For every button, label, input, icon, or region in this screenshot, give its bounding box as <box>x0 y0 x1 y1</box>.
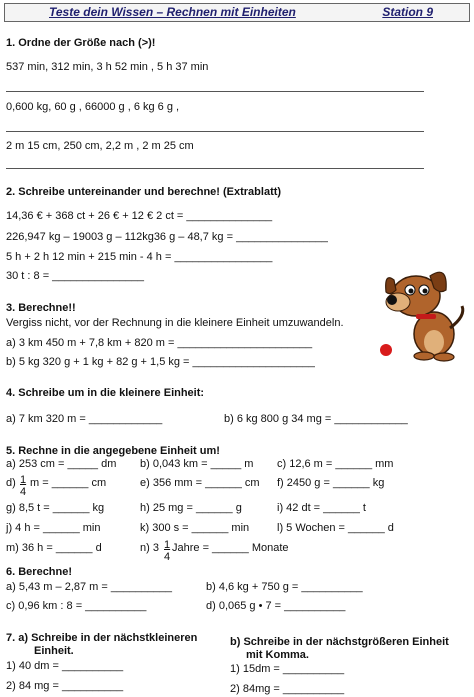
section-4-heading: 4. Schreibe um in die kleinere Einheit: <box>6 387 205 399</box>
s2-line-4: 30 t : 8 = _______________ <box>6 270 144 282</box>
section-3-heading: 3. Berechne!! <box>6 302 76 314</box>
s6-task-c: c) 0,96 km : 8 = __________ <box>6 600 147 612</box>
section-1-heading: 1. Ordne der Größe nach (>)! <box>6 37 156 49</box>
s3-task-a: a) 3 km 450 m + 7,8 km + 820 m = ______________________ <box>6 337 313 349</box>
s5-task-k: k) 300 s = ______ min <box>140 522 250 534</box>
s5-task-a: a) 253 cm = _____ dm <box>6 458 117 470</box>
section-7b-heading-cont: mit Komma. <box>246 649 309 661</box>
worksheet-title: Teste dein Wissen – Rechnen mit Einheiten <box>49 5 296 19</box>
section-5-heading: 5. Rechne in die angegebene Einheit um! <box>6 445 220 457</box>
s7b-task-2: 2) 84mg = __________ <box>230 683 345 695</box>
s7a-task-2: 2) 84 mg = __________ <box>6 680 124 692</box>
s1-line-1: 537 min, 312 min, 3 h 52 min , 5 h 37 min <box>6 61 209 73</box>
s5-task-c: c) 12,6 m = ______ mm <box>277 458 394 470</box>
s7a-task-1: 1) 40 dm = __________ <box>6 660 124 672</box>
page-header <box>4 3 470 22</box>
station-label: Station 9 <box>382 5 433 19</box>
s5-task-i: i) 42 dt = ______ t <box>277 502 366 514</box>
s5-task-m: m) 36 h = ______ d <box>6 542 102 554</box>
section-7b-heading: b) Schreibe in der nächstgrößeren Einheit <box>230 636 449 648</box>
s1-line-3: 2 m 15 cm, 250 cm, 2,2 m , 2 m 25 cm <box>6 140 194 152</box>
section-6-heading: 6. Berechne! <box>6 566 73 578</box>
s2-line-2: 226,947 kg – 19003 g – 112kg36 g – 48,7 kg = _______________ <box>6 231 328 243</box>
s2-line-3: 5 h + 2 h 12 min + 215 min - 4 h = ________________ <box>6 251 273 263</box>
s4-task-b: b) 6 kg 800 g 34 mg = ____________ <box>224 413 408 425</box>
s5-task-d: m = ______ cm <box>30 477 107 489</box>
s5-task-j: j) 4 h = ______ min <box>6 522 101 534</box>
s5-task-h: h) 25 mg = ______ g <box>140 502 242 514</box>
s1-line-2: 0,600 kg, 60 g , 66000 g , 6 kg 6 g , <box>6 101 180 113</box>
section-7a-heading: 7. a) Schreibe in der nächstkleineren <box>6 632 198 644</box>
s6-task-a: a) 5,43 m – 2,87 m = __________ <box>6 581 173 593</box>
s2-line-1: 14,36 € + 368 ct + 26 € + 12 € 2 ct = ______________ <box>6 210 273 222</box>
s5-task-d-denominator: 4 <box>20 486 27 498</box>
answer-line <box>6 131 424 132</box>
s6-task-b: b) 4,6 kg + 750 g = __________ <box>206 581 363 593</box>
s5-task-d-numerator: 1 <box>20 474 27 486</box>
s5-task-d-label: d) <box>6 477 16 489</box>
s5-task-b: b) 0,043 km = _____ m <box>140 458 254 470</box>
s5-task-n-label: n) 3 <box>140 542 159 554</box>
dog-illustration <box>376 262 468 362</box>
s5-task-n: Jahre = ______ Monate <box>172 542 289 554</box>
s5-task-g: g) 8,5 t = ______ kg <box>6 502 105 514</box>
s6-task-d: d) 0,065 g • 7 = __________ <box>206 600 346 612</box>
answer-line <box>6 91 424 92</box>
section-2-heading: 2. Schreibe untereinander und berechne! (Extrablatt) <box>6 186 282 198</box>
section-7a-heading-cont: Einheit. <box>34 645 74 657</box>
s5-task-l: l) 5 Wochen = ______ d <box>277 522 394 534</box>
s3-note: Vergiss nicht, vor der Rechnung in die kleinere Einheit umzuwandeln. <box>6 317 344 329</box>
s3-task-b: b) 5 kg 320 g + 1 kg + 82 g + 1,5 kg = ____________________ <box>6 356 315 368</box>
answer-line <box>6 168 424 169</box>
s5-task-f: f) 2450 g = ______ kg <box>277 477 385 489</box>
s7b-task-1: 1) 15dm = __________ <box>230 663 345 675</box>
s5-task-n-numerator: 1 <box>164 539 171 551</box>
s5-task-n-denominator: 4 <box>164 551 171 563</box>
s4-task-a: a) 7 km 320 m = ____________ <box>6 413 163 425</box>
s5-task-e: e) 356 mm = ______ cm <box>140 477 260 489</box>
